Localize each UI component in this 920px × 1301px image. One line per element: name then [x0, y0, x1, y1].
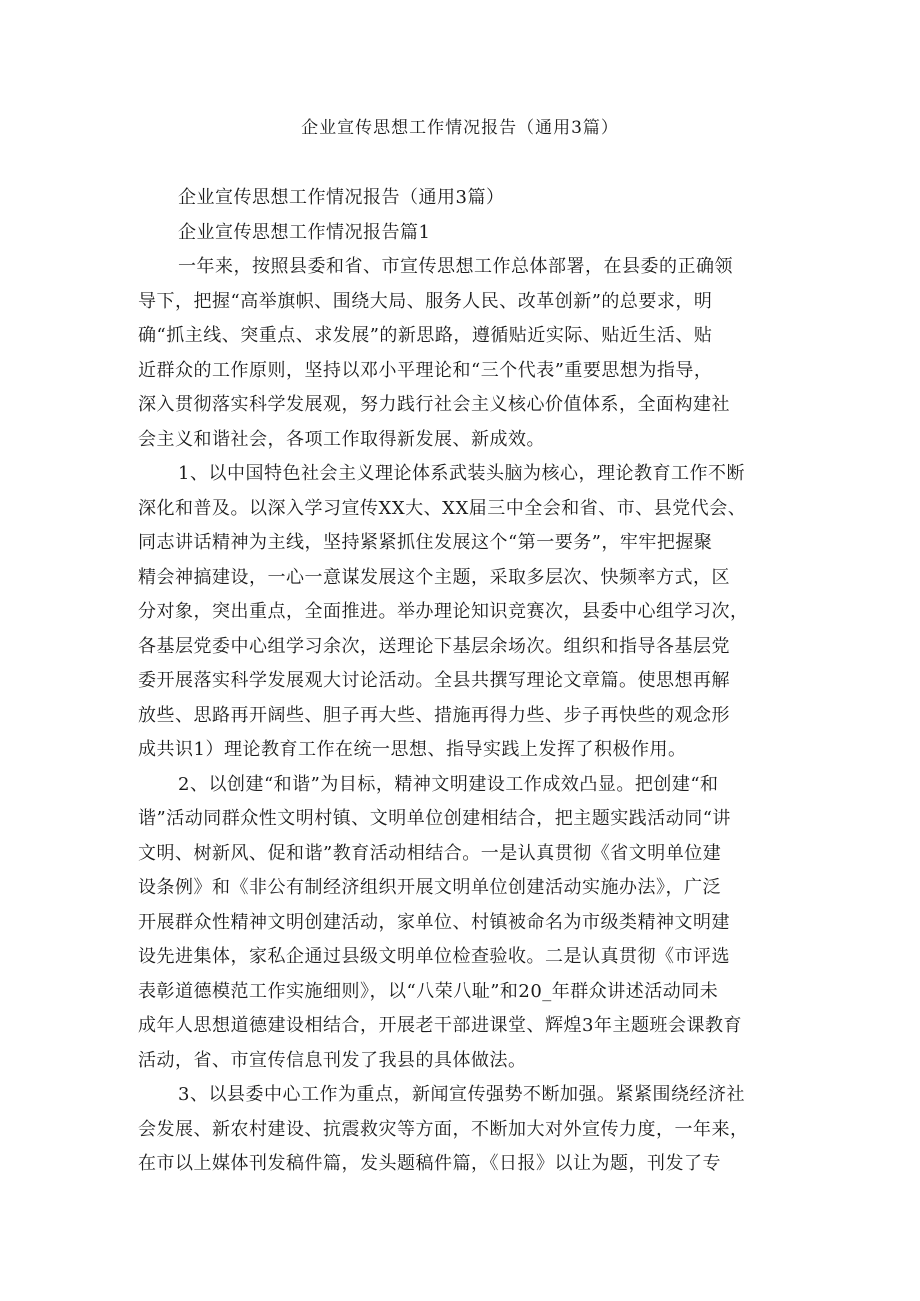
paragraph-line: 1、以中国特色社会主义理论体系武装头脑为核心，理论教育工作不断	[178, 463, 745, 484]
document-title: 企业宣传思想工作情况报告（通用3篇）	[301, 118, 619, 138]
paragraph-line: 3、以县委中心工作为重点，新闻宣传强势不断加强。紧紧围绕经济社	[178, 1084, 745, 1105]
paragraph-line: 一年来，按照县委和省、市宣传思想工作总体部署，在县委的正确领	[178, 256, 733, 277]
paragraph-line: 精会神搞建设，一心一意谋发展这个主题，采取多层次、快频率方式，区	[138, 566, 730, 588]
paragraph-line: 成共识1）理论教育工作在统一思想、指导实践上发挥了积极作用。	[138, 739, 687, 760]
paragraph-item-3	[138, 1078, 790, 1182]
paragraph-line: 委开展落实科学发展观大讨论活动。全县共撰写理论文章篇。使思想再解	[138, 670, 730, 691]
paragraph-line: 导下，把握“高举旗帜、围绕大局、服务人民、改革创新”的总要求，明	[138, 290, 713, 312]
section-heading: 企业宣传思想工作情况报告篇1	[178, 221, 431, 243]
paragraph-line: 深入贯彻落实科学发展观，努力践行社会主义核心价值体系，全面构建社	[138, 394, 730, 415]
paragraph-item-2	[138, 768, 790, 1079]
paragraph-line: 谐”活动同群众性文明村镇、文明单位创建相结合，把主题实践活动同“讲	[138, 808, 731, 829]
paragraph-intro	[138, 250, 790, 457]
paragraph-line: 成年人思想道德建设相结合，开展老干部进课堂、辉煌3年主题班会课教育	[138, 1015, 742, 1036]
paragraph-line: 会发展、新农村建设、抗震救灾等方面，不断加大对外宣传力度，一年来，	[138, 1118, 749, 1140]
paragraph-line: 近群众的工作原则，坚持以邓小平理论和“三个代表”重要思想为指导，	[138, 359, 713, 381]
paragraph-line: 设条例》和《非公有制经济组织开展文明单位创建活动实施办法》，广泛	[138, 877, 721, 898]
paragraph-line: 放些、思路再开阔些、胆子再大些、措施再得力些、步子再快些的观念形	[138, 704, 730, 726]
paragraph-line: 深化和普及。以深入学习宣传XX大、XX届三中全会和省、市、县党代会、	[138, 497, 747, 519]
paragraph-line: 确“抓主线、突重点、求发展”的新思路，遵循贴近实际、贴近生活、贴	[138, 325, 713, 346]
paragraph-line: 2、以创建“和谐”为目标，精神文明建设工作成效凸显。把创建“和	[178, 773, 719, 795]
paragraph-line: 开展群众性精神文明创建活动，家单位、村镇被命名为市级类精神文明建	[138, 911, 730, 933]
paragraph-line: 各基层党委中心组学习余次，送理论下基层余场次。组织和指导各基层党	[138, 635, 730, 657]
paragraph-line: 会主义和谐社会，各项工作取得新发展、新成效。	[138, 428, 545, 450]
paragraph-item-1	[138, 457, 790, 768]
paragraph-line: 活动，省、市宣传信息刊发了我县的具体做法。	[138, 1049, 527, 1071]
document-subtitle: 企业宣传思想工作情况报告（通用3篇）	[178, 187, 505, 208]
paragraph-line: 设先进集体，家私企通过县级文明单位检查验收。二是认真贯彻《市评选	[138, 946, 730, 967]
paragraph-line: 表彰道德模范工作实施细则》，以“八荣八耻”和20_年群众讲述活动同未	[138, 980, 719, 1002]
paragraph-line: 同志讲话精神为主线，坚持紧紧抓住发展这个“第一要务”，牢牢把握聚	[138, 532, 713, 553]
document-body	[138, 181, 790, 1182]
paragraph-line: 分对象，突出重点，全面推进。举办理论知识竞赛次，县委中心组学习次，	[138, 601, 749, 622]
paragraph-line: 在市以上媒体刊发稿件篇，发头题稿件篇，《日报》以让为题，刊发了专	[138, 1153, 721, 1174]
paragraph-line: 文明、树新风、促和谐”教育活动相结合。一是认真贯彻《省文明单位建	[138, 842, 722, 864]
